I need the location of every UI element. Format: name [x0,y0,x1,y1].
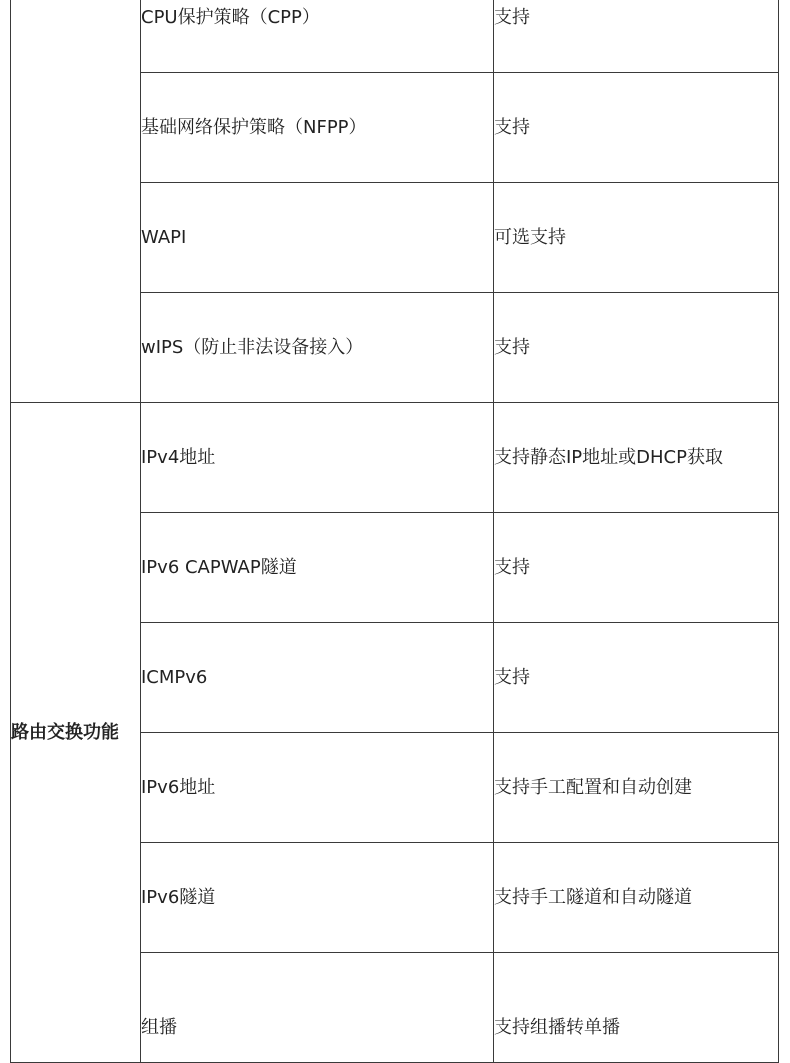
value-cell: 支持手工隧道和自动隧道 [494,843,779,953]
value-cell: 支持 [494,0,779,73]
value-cell: 可选支持 [494,183,779,293]
feature-cell: CPU保护策略（CPP） [141,0,494,73]
table-row [11,403,779,513]
feature-cell: wIPS（防止非法设备接入） [141,293,494,403]
value-cell: 支持 [494,513,779,623]
feature-cell: IPv6隧道 [141,843,494,953]
value-cell: 支持 [494,623,779,733]
category-cell [11,0,141,403]
value-text: 支持组播转单播 [494,1017,620,1038]
value-cell: 支持 [494,293,779,403]
table-row [11,0,779,73]
value-cell: 支持静态IP地址或DHCP获取 [494,403,779,513]
category-cell: 路由交换功能 [11,403,141,1063]
value-cell [494,953,779,1063]
spec-table [10,0,779,1063]
feature-cell [141,953,494,1063]
value-cell: 支持 [494,73,779,183]
feature-text: 组播 [141,1017,177,1038]
feature-cell: 基础网络保护策略（NFPP） [141,73,494,183]
feature-cell: ICMPv6 [141,623,494,733]
feature-cell: WAPI [141,183,494,293]
feature-cell: IPv6地址 [141,733,494,843]
value-cell: 支持手工配置和自动创建 [494,733,779,843]
feature-cell: IPv6 CAPWAP隧道 [141,513,494,623]
feature-cell: IPv4地址 [141,403,494,513]
